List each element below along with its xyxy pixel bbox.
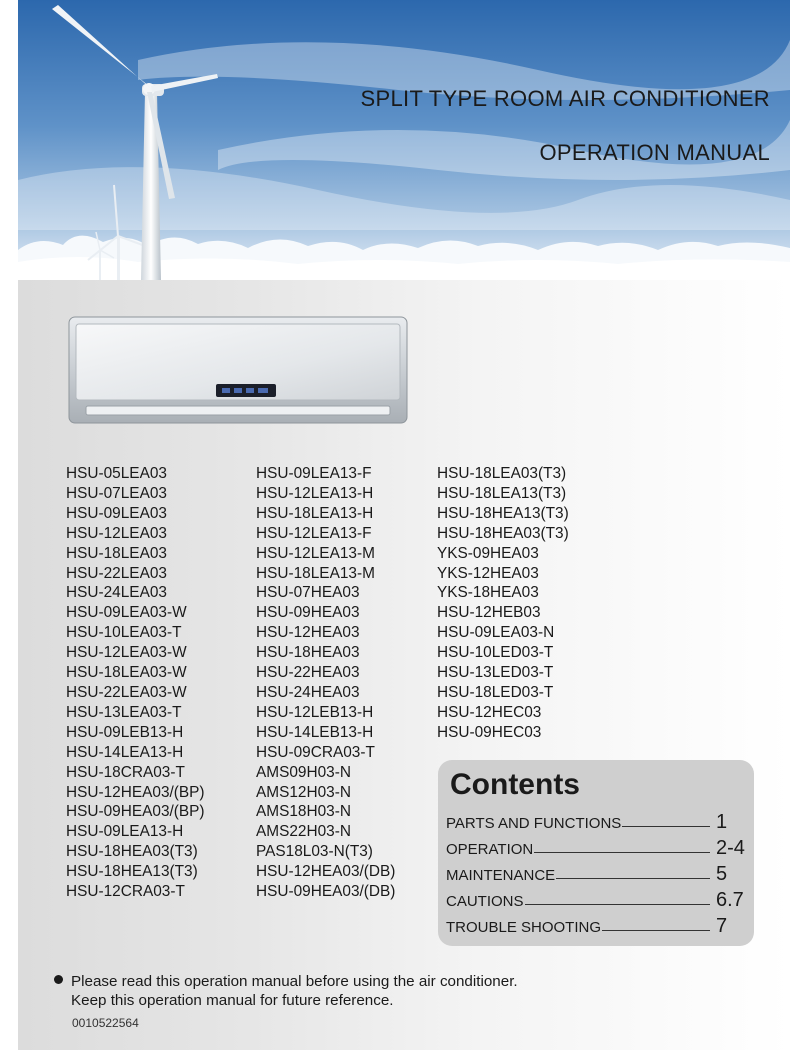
- toc-leader-line: [525, 904, 710, 905]
- contents-title: Contents: [450, 768, 580, 801]
- note-line-1: Please read this operation manual before using the air conditioner.: [71, 973, 518, 990]
- model-number: AMS18H03-N: [256, 803, 351, 821]
- model-number: HSU-09LEA03-W: [66, 604, 187, 622]
- bullet-icon: [54, 975, 63, 984]
- model-number: HSU-12HEC03: [437, 703, 542, 721]
- model-number: HSU-18LEA13-M: [256, 564, 375, 582]
- contents-box: [438, 760, 754, 946]
- toc-entry-page: 1: [716, 811, 728, 833]
- air-conditioner-image: [68, 316, 410, 426]
- toc-entry: [446, 810, 750, 834]
- model-number: HSU-18LEA03-W: [66, 664, 187, 682]
- toc-entry: [446, 888, 750, 912]
- model-number: HSU-13LEA03-T: [66, 703, 182, 721]
- model-number: HSU-12HEA03/(DB): [256, 863, 396, 881]
- model-number: HSU-12HEA03/(BP): [66, 783, 205, 801]
- model-number: YKS-18HEA03: [437, 584, 539, 602]
- model-number: HSU-24LEA03: [66, 584, 167, 602]
- model-number: HSU-12LEA13-H: [256, 484, 374, 502]
- toc-entry-page: 5: [716, 863, 728, 885]
- model-number: HSU-12LEA13-M: [256, 544, 375, 562]
- model-number: YKS-12HEA03: [437, 564, 539, 582]
- note-line-2: Keep this operation manual for future reference.: [71, 992, 394, 1009]
- document-code: 0010522564: [72, 1016, 139, 1030]
- model-number: HSU-14LEB13-H: [256, 723, 374, 741]
- model-number: HSU-18LEA13(T3): [437, 484, 567, 502]
- model-number: HSU-18LEA03: [66, 544, 167, 562]
- model-number: HSU-12HEA03: [256, 624, 360, 642]
- model-number: HSU-09HEC03: [437, 723, 542, 741]
- model-number: HSU-09LEB13-H: [66, 723, 184, 741]
- model-number: HSU-09LEA03-N: [437, 624, 555, 642]
- toc-leader-line: [602, 930, 710, 931]
- model-number: HSU-09LEA13-F: [256, 465, 372, 482]
- model-number: YKS-09HEA03: [437, 544, 539, 562]
- model-number: HSU-18LED03-T: [437, 683, 554, 701]
- model-number: HSU-12HEB03: [437, 604, 541, 622]
- model-number: HSU-07HEA03: [256, 584, 360, 602]
- model-number: HSU-09LEA03: [66, 504, 167, 522]
- model-number: HSU-18CRA03-T: [66, 763, 185, 781]
- manual-cover: [18, 0, 790, 1050]
- toc-entry: [446, 914, 750, 938]
- model-number: HSU-12LEA03-W: [66, 644, 187, 662]
- product-title: SPLIT TYPE ROOM AIR CONDITIONER: [360, 86, 770, 111]
- toc-entry-label: TROUBLE SHOOTING: [446, 919, 602, 936]
- model-number: HSU-24HEA03: [256, 683, 360, 701]
- model-number: HSU-09HEA03/(BP): [66, 803, 205, 821]
- model-list-column-1: [66, 464, 205, 902]
- model-number: PAS18L03-N(T3): [256, 843, 373, 861]
- model-number: HSU-09CRA03-T: [256, 743, 375, 761]
- toc-entry: [446, 862, 750, 886]
- model-number: HSU-13LED03-T: [437, 664, 554, 682]
- model-number: HSU-07LEA03: [66, 484, 167, 502]
- model-number: HSU-18HEA03(T3): [437, 524, 569, 542]
- model-number: HSU-14LEA13-H: [66, 743, 184, 761]
- toc-entry-page: 2-4: [716, 837, 745, 859]
- model-number: HSU-18LEA03(T3): [437, 465, 567, 482]
- model-number: HSU-09HEA03/(DB): [256, 883, 396, 901]
- toc-leader-line: [534, 852, 710, 853]
- model-list-column-3: [437, 464, 569, 743]
- toc-entry-label: PARTS AND FUNCTIONS: [446, 815, 622, 832]
- model-number: HSU-18LEA13-H: [256, 504, 374, 522]
- model-number: HSU-12LEA03: [66, 524, 167, 542]
- model-number: HSU-10LED03-T: [437, 644, 554, 662]
- indoor-unit-illustration: [68, 316, 410, 431]
- model-number: HSU-22HEA03: [256, 664, 360, 682]
- toc-entry: [446, 836, 750, 860]
- model-number: AMS22H03-N: [256, 823, 351, 841]
- model-number: HSU-12CRA03-T: [66, 883, 185, 901]
- toc-entry-label: CAUTIONS: [446, 893, 524, 910]
- toc-entry-page: 7: [716, 915, 728, 937]
- model-number: HSU-05LEA03: [66, 465, 167, 482]
- model-number: HSU-18HEA03: [256, 644, 360, 662]
- model-number: HSU-22LEA03-W: [66, 683, 187, 701]
- toc-entry-label: OPERATION: [446, 841, 534, 858]
- model-number: HSU-22LEA03: [66, 564, 167, 582]
- model-number: HSU-18HEA13(T3): [437, 504, 569, 522]
- toc-entry-page: 6.7: [716, 889, 744, 911]
- model-number: HSU-18HEA03(T3): [66, 843, 198, 861]
- toc-entry-label: MAINTENANCE: [446, 867, 556, 884]
- model-number: HSU-18HEA13(T3): [66, 863, 198, 881]
- model-number: HSU-12LEA13-F: [256, 524, 372, 542]
- model-number: HSU-09LEA13-H: [66, 823, 184, 841]
- reading-note: [54, 972, 518, 1010]
- model-number: HSU-12LEB13-H: [256, 703, 374, 721]
- toc-leader-line: [622, 826, 710, 827]
- model-number: AMS12H03-N: [256, 783, 351, 801]
- model-number: AMS09H03-N: [256, 763, 351, 781]
- manual-title: OPERATION MANUAL: [539, 140, 770, 165]
- model-number: HSU-10LEA03-T: [66, 624, 182, 642]
- model-number: HSU-09HEA03: [256, 604, 360, 622]
- toc-leader-line: [556, 878, 710, 879]
- model-list-column-2: [256, 464, 395, 902]
